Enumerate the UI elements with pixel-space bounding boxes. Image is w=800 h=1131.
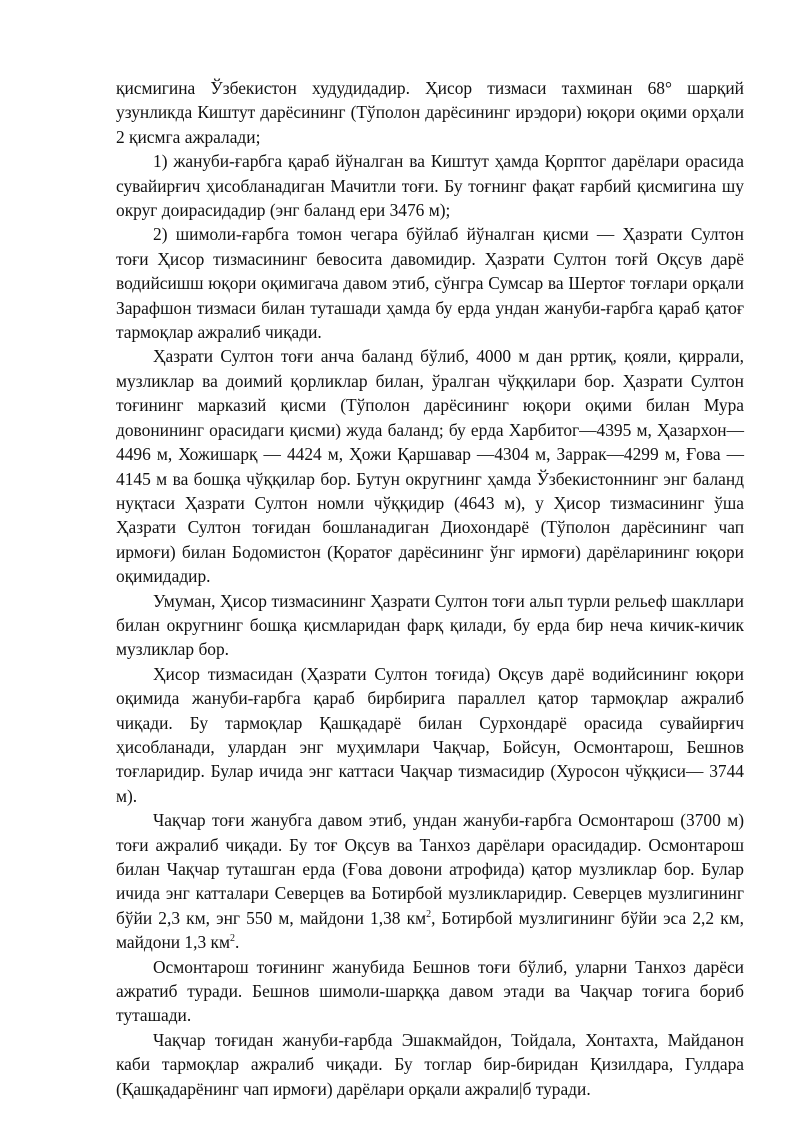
paragraph-list-item-2: 2) шимоли-ғарбга томон чегара бўйлаб йўналган қисми — Ҳазрати Султон тоғи Ҳисор тизмасининг бевосита давомидир. Ҳазрати Султон тоғй Оқсув дарё водийсишш юқори оқимигача давом этиб, сўнгра Сумсар ва Шертоғ тоғлари орқали Зарафшон тизмаси билан туташади ҳамда бу ерда ундан жануби-ғарбга қараб қатоғ тармоқлар ажралиб чиқади. — [116, 224, 744, 343]
paragraph: Ҳисор тизмасидан (Ҳазрати Султон тоғида) Оқсув дарё водийсининг юқори оқимида жануби-ғарбга қараб бирбирига параллел қатор тармоқлар ажралиб чиқади. Бу тармоқлар Қашқадарё билан Сурхондарё орасида сувайирғич ҳисобланади, улардан энг муҳимлари Чақчар, Бойсун, Осмонтарош, Бешнов тоғларидир. Булар ичида энг каттаси Чақчар тизмасидир (Хуросон чўққиси— 3744 м). — [116, 663, 744, 806]
paragraph: Ҳазрати Султон тоғи анча баланд бўлиб, 4000 м дан рртиқ, қояли, қиррали, музликлар ва доимий қорликлар билан, ўралган чўққилари бор. Ҳазрати Султон тоғининг марказий қисми (Тўполон дарёсининг юқори оқими билан Мура довонининг орасидаги қисми) жуда баланд; бу ерда Харбитог—4395 м, Ҳазархон—4496 м, Хожишарқ — 4424 м, Ҳожи Қаршавар —4304 м, Заррак—4299 м, Ғова —4145 м ва бошқа чўққилар бор. Бутун округнинг ҳамда Ўзбекистоннинг энг баланд нуқтаси Ҳазрати Султон номли чўққидир (4643 м), у Ҳисор тизмасининг ўша Ҳазрати Султон тоғидан бошланадиган Диохондарё (Тўполон дарёсининг чап ирмоғи) билан Бодомистон (Қоратоғ дарёсининг ўнг ирмоғи) дарёларининг юқори оқимидадир. — [116, 346, 744, 587]
paragraph-text: Чақчар тоғи жанубга давом этиб, ундан жануби-ғарбга Осмонтарош (3700 м) тоғи ажралиб чиқади. Бу тоғ Оқсув ва Танхоз дарёлари орасидадир. Осмонтарош билан Чақчар туташган ерда (Ғова довони атрофида) қатор музликлар бор. Булар ичида энг катталари Северцев ва Ботирбой музликларидир. Северцев музлигининг бўйи 2,3 км, энг 550 м, майдони 1,38 км — [116, 810, 744, 928]
superscript-unit: 2 — [426, 909, 432, 921]
superscript-unit: 2 — [229, 933, 235, 945]
paragraph: Умуман, Ҳисор тизмасининг Ҳазрати Султон тоғи альп турли рельеф шакллари билан округнинг бошқа қисмларидан фарқ қилади, бу ерда бир неча кичик-кичик музликлар бор. — [116, 590, 744, 660]
paragraph-list-item-1: 1) жануби-ғарбга қараб йўналган ва Киштут ҳамда Қорптог дарёлари орасида сувайирғич ҳисобланадиган Мачитли тоғи. Бу тоғнинг фақат ғарбий қисмигина шу округ доирасидадир (энг баланд ери 3476 м); — [116, 151, 744, 221]
paragraph-text: . — [234, 932, 240, 953]
paragraph: Чақчар тоғидан жануби-ғарбда Эшакмайдон, Тойдала, Хонтахта, Майданон каби тармоқлар ажралиб чиқади. Бу тоглар бир-биридан Қизилдара, Гулдара (Қашқадарёнинг чап ирмоғи) дарёлари орқали ажрали|б туради. — [116, 1029, 744, 1099]
paragraph: Осмонтарош тоғининг жанубида Бешнов тоғи бўлиб, уларни Танхоз дарёси ажратиб туради. Бешнов шимоли-шарққа давом этади ва Чақчар тоғига бориб туташади. — [116, 956, 744, 1026]
paragraph-text: , Ботирбой музлигининг бўйи эса 2,2 км, майдони 1,3 км — [116, 907, 744, 953]
paragraph-glaciers — [116, 808, 744, 954]
document-page — [116, 76, 744, 1101]
paragraph: қисмигина Ўзбекистон худудидадир. Ҳисор тизмаси тахминан 68° шарқий узунликда Киштут дарёсининг (Тўполон дарёсининг ирэдори) юқори оқими орҳали 2 қисмга ажралади; — [116, 78, 744, 147]
